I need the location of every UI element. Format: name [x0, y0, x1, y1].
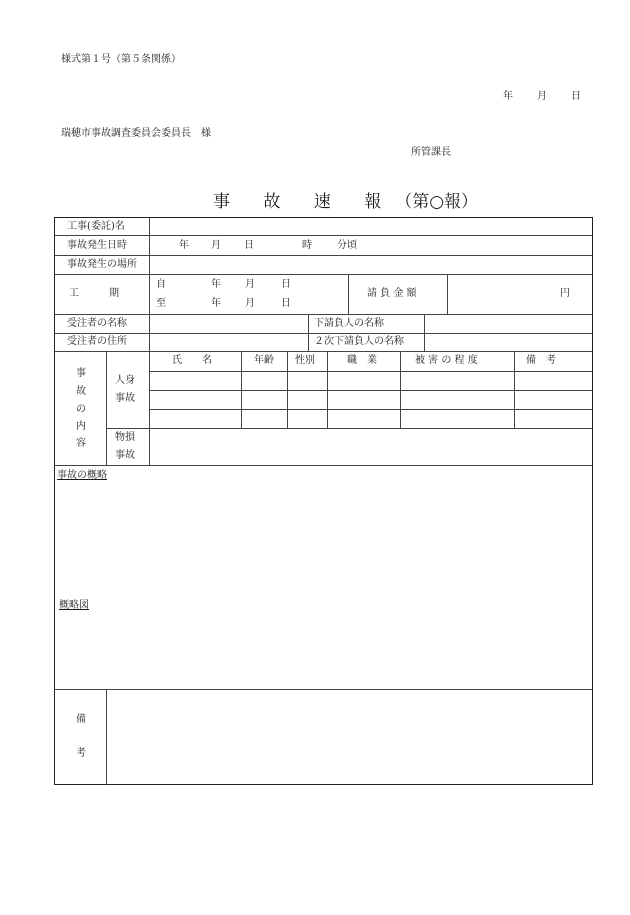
- dt-month: 月: [211, 240, 221, 251]
- col-remarks-header: 備 考: [526, 355, 556, 366]
- row-divider: [55, 235, 592, 236]
- row-divider: [149, 390, 592, 391]
- form-number: 様式第１号（第５条関係）: [61, 54, 181, 65]
- col-divider: [106, 351, 107, 465]
- title-main: 事 故 速 報: [213, 192, 396, 212]
- title-suffix: （第○報）: [395, 192, 479, 212]
- col-divider: [287, 351, 288, 428]
- row-divider: [55, 255, 592, 256]
- row-divider: [55, 314, 592, 315]
- personal-accident-label: 人身: [115, 375, 135, 386]
- content-char: の: [76, 404, 86, 415]
- col-divider: [149, 314, 150, 351]
- property-accident-label: 物損: [115, 432, 135, 443]
- to-day: 日: [281, 298, 291, 309]
- row-divider: [55, 351, 592, 352]
- addressee: 瑞穂市事故調査委員会委員長 様: [61, 128, 211, 139]
- period-label: 工 期: [69, 288, 119, 299]
- col-divider: [106, 689, 107, 785]
- date-day-label: 日: [571, 91, 581, 102]
- personal-accident-label: 事故: [115, 393, 135, 404]
- accident-report-form: [54, 217, 593, 785]
- sender: 所管課長: [411, 147, 451, 158]
- from-day: 日: [281, 279, 291, 290]
- col-divider: [241, 351, 242, 428]
- content-char: 故: [76, 386, 86, 397]
- dt-hour: 時: [302, 240, 312, 251]
- date-month-label: 月: [537, 91, 547, 102]
- place-label: 事故発生の場所: [67, 259, 137, 270]
- contractor-name-label: 受注者の名称: [67, 318, 127, 329]
- occurred-datetime-label: 事故発生日時: [67, 240, 127, 251]
- subcontractor2-name-label: ２次下請負人の名称: [314, 336, 404, 347]
- col-divider: [327, 351, 328, 428]
- content-char: 容: [76, 438, 86, 449]
- col-damage-header: 被 害 の 程 度: [415, 355, 478, 366]
- col-divider: [514, 351, 515, 428]
- col-divider: [424, 314, 425, 351]
- from-year: 年: [211, 279, 221, 290]
- dt-year: 年: [179, 240, 189, 251]
- col-sex-header: 性別: [295, 355, 315, 366]
- row-divider: [55, 689, 592, 690]
- col-divider: [308, 314, 309, 351]
- row-divider: [55, 333, 592, 334]
- col-divider: [149, 351, 150, 465]
- date-year-label: 年: [503, 91, 513, 102]
- from-month: 月: [245, 279, 255, 290]
- col-divider: [348, 274, 349, 314]
- row-divider: [149, 409, 592, 410]
- contract-amount-label: 請 負 金 額: [367, 288, 417, 299]
- dt-minute: 分頃: [337, 240, 357, 251]
- row-divider: [149, 371, 592, 372]
- remarks-label: 備: [76, 714, 86, 725]
- col-divider: [447, 274, 448, 314]
- document-title: [213, 187, 478, 212]
- row-divider: [55, 465, 592, 466]
- col-age-header: 年齢: [254, 355, 274, 366]
- summary-label: 事故の概略: [57, 470, 107, 481]
- subcontractor-name-label: 下請負人の名称: [314, 318, 384, 329]
- remarks-label: 考: [76, 748, 86, 759]
- col-divider: [149, 218, 150, 314]
- period-to: 至: [156, 298, 166, 309]
- row-divider: [106, 428, 592, 429]
- dt-day: 日: [244, 240, 254, 251]
- content-char: 事: [76, 368, 86, 379]
- col-divider: [400, 351, 401, 428]
- project-name-label: 工事(委託)名: [67, 221, 125, 232]
- to-year: 年: [211, 298, 221, 309]
- contractor-address-label: 受注者の住所: [67, 336, 127, 347]
- col-name-header: 氏 名: [172, 355, 212, 366]
- to-month: 月: [245, 298, 255, 309]
- content-char: 内: [76, 421, 86, 432]
- property-accident-label: 事故: [115, 450, 135, 461]
- col-job-header: 職 業: [347, 355, 377, 366]
- period-from: 自: [156, 279, 166, 290]
- yen-label: 円: [560, 288, 570, 299]
- diagram-label: 概略図: [59, 600, 89, 611]
- row-divider: [55, 274, 592, 275]
